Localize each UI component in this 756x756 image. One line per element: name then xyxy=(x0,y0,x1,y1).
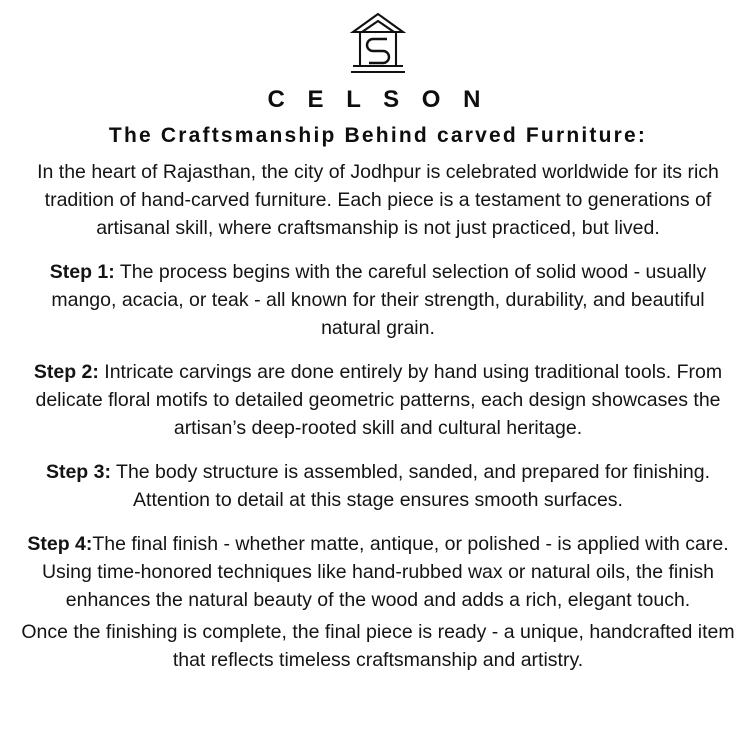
step-paragraph-1 xyxy=(20,258,736,342)
step-label-2: Step 2: xyxy=(33,361,99,383)
step-paragraph-2 xyxy=(20,358,736,442)
celson-monogram-icon xyxy=(333,10,423,82)
step-label-1: Step 1: xyxy=(49,261,115,283)
step-text-1: The process begins with the careful selection of solid wood - usually mango, acacia, or teak - all known for their strength, durability, and beautiful natural grain. xyxy=(51,261,707,339)
step-text-3: The body structure is assembled, sanded, and prepared for finishing. Attention to detail at this stage ensures smooth surfaces. xyxy=(110,461,711,511)
step-paragraph-3 xyxy=(20,458,736,514)
page-title: The Craftsmanship Behind carved Furniture: xyxy=(108,124,648,147)
closing-paragraph: Once the finishing is complete, the final piece is ready - a unique, handcrafted item that reflects timeless craftsmanship and artistry. xyxy=(21,621,735,671)
step-label-3: Step 3: xyxy=(45,461,111,483)
brand-name: C E L S O N xyxy=(267,86,489,113)
intro-paragraph: In the heart of Rajasthan, the city of Jodhpur is celebrated worldwide for its rich tradition of hand-carved furniture. Each piece is a testament to generations of artisanal skill, where craftsmanship is not just practiced, but lived. xyxy=(37,161,719,239)
step-paragraph-4 xyxy=(20,530,736,614)
step-text-2: Intricate carvings are done entirely by hand using traditional tools. From delicate floral motifs to detailed geometric patterns, each design showcases the artisan’s deep-rooted skill and cultural heritage. xyxy=(35,361,723,439)
step-label-4: Step 4: xyxy=(27,533,93,555)
step-text-4: The final finish - whether matte, antique, or polished - is applied with care. Using time-honored techniques like hand-rubbed wax or natural oils, the finish enhances the natural beauty of the wood and adds a rich, elegant touch. xyxy=(41,533,729,611)
